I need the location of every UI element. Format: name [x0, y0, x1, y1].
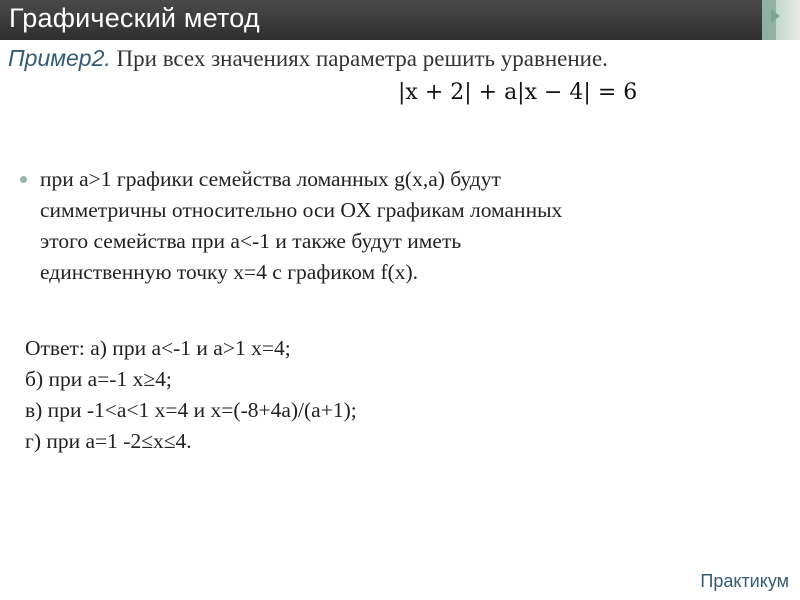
bullet-text-line-4: единственную точку x=4 с графиком f(x).	[40, 260, 419, 284]
bullet-text-line-2: симметричны относительно оси OX графикам ломанных	[40, 198, 563, 222]
task-text: При всех значениях параметра решить уравнение.	[110, 46, 608, 71]
bullet-text-line-1: при a>1 графики семейства ломанных g(x,a) будут	[40, 167, 501, 191]
equation: |x + 2| + a|x − 4| = 6	[398, 80, 638, 105]
title-bar	[0, 0, 762, 40]
corner-decoration	[762, 0, 800, 40]
slide-title: Графический метод	[9, 3, 260, 33]
bullet-line	[20, 257, 765, 288]
answer-line-a: Ответ: а) при a<-1 и a>1 x=4;	[25, 336, 291, 360]
answer-line-b: б) при a=-1 x≥4;	[25, 367, 172, 391]
bullet-dot-icon	[20, 176, 27, 183]
bullet-paragraph	[20, 164, 765, 288]
triangle-icon	[771, 9, 780, 23]
bullet-text-line-3: этого семейства при a<-1 и также будут иметь	[40, 229, 462, 253]
bullet-line	[20, 226, 765, 257]
example-heading	[8, 45, 608, 72]
bullet-line	[20, 195, 765, 226]
answer-line-c: в) при -1<a<1 x=4 и x=(-8+4a)/(a+1);	[25, 398, 357, 422]
bullet-line	[20, 164, 765, 195]
answer-line-d: г) при a=1 -2≤x≤4.	[25, 429, 192, 453]
footer-label: Практикум	[700, 571, 789, 591]
example-label: Пример2.	[8, 45, 111, 71]
answer-block	[25, 333, 357, 457]
